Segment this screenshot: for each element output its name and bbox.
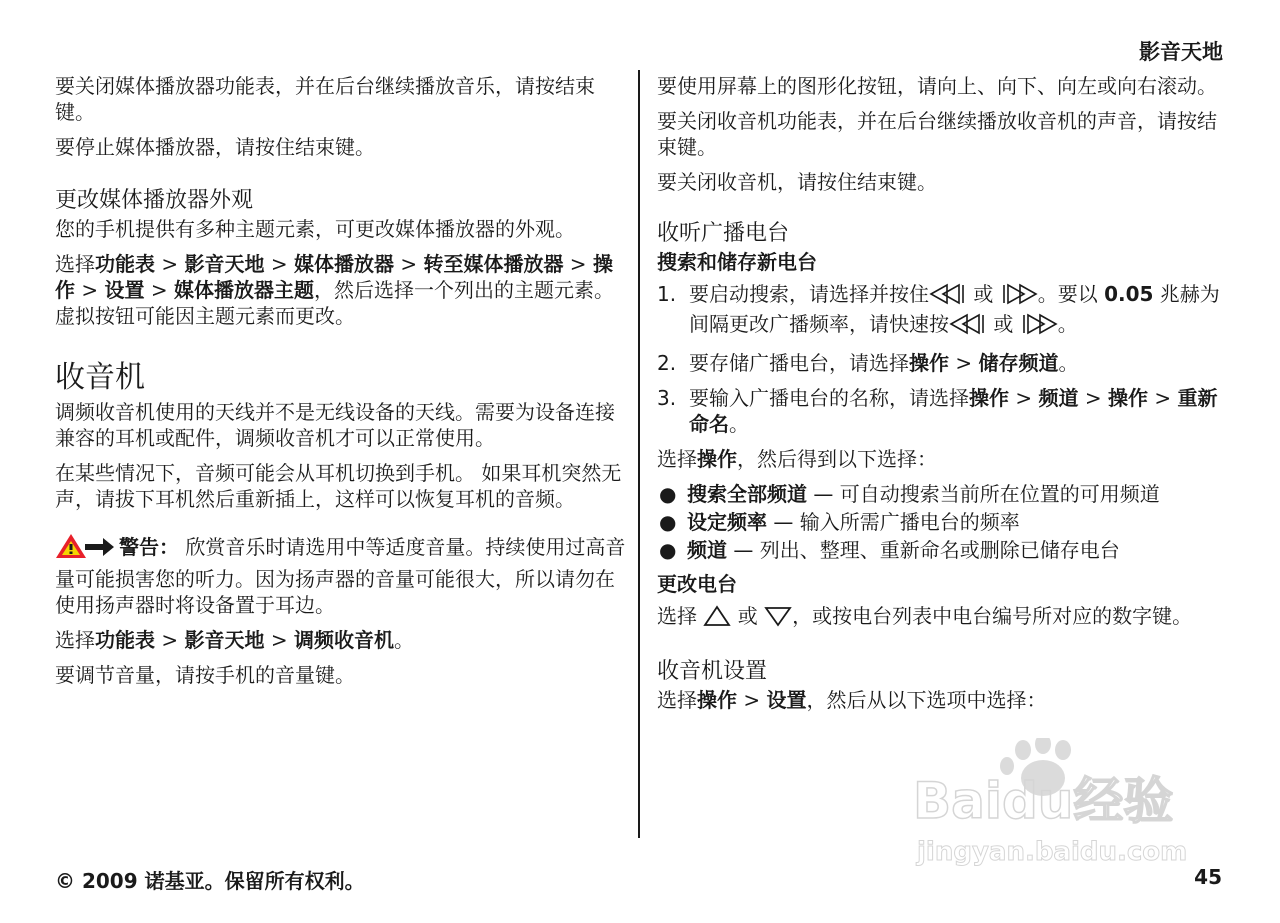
menu-path-paragraph: 选择功能表 > 影音天地 > 媒体播放器 > 转至媒体播放器 > 操作 > 设置 > 媒体播放器主题，然后选择一个列出的主题元素。虚拟按钮可能因主题元素而更改。 xyxy=(55,252,614,328)
menu-item: 操作 xyxy=(909,351,949,375)
paragraph: 选择操作，然后得到以下选择： xyxy=(657,447,937,471)
menu-item: 功能表 xyxy=(95,628,155,652)
warning-icon xyxy=(55,532,115,566)
menu-item: 操作 xyxy=(1107,386,1148,410)
paragraph: 选择 或 ，或按电台列表中电台编号所对应的数字键。 xyxy=(657,603,1227,633)
seek-back-icon xyxy=(949,313,987,341)
menu-item: 媒体播放器 xyxy=(293,252,394,276)
steps-list xyxy=(657,281,1227,437)
arrow-down-icon xyxy=(764,605,792,633)
menu-item: 操作 xyxy=(55,252,613,302)
paragraph: 您的手机提供有多种主题元素，可更改媒体播放器的外观。 xyxy=(55,217,575,241)
paragraph: 要使用屏幕上的图形化按钮，请向上、向下、向左或向右滚动。 xyxy=(657,74,1217,98)
menu-item: 转至媒体播放器 xyxy=(423,252,564,276)
list-item: ● 搜索全部频道 — 可自动搜索当前所在位置的可用频道 xyxy=(659,482,1160,506)
menu-item: 重新命名 xyxy=(689,386,1218,436)
menu-item: 影音天地 xyxy=(184,252,265,276)
copyright: © 2009 诺基亚。保留所有权利。 xyxy=(55,869,365,893)
warning-label: 警告： xyxy=(119,535,179,559)
paragraph: 要关闭收音机功能表，并在后台继续播放收音机的声音，请按结束键。 xyxy=(657,109,1217,159)
heading-change-station: 更改电台 xyxy=(657,572,737,596)
list-item: 2. 要存储广播电台，请选择操作 > 储存频道。 xyxy=(657,351,1079,375)
paragraph: 要调节音量，请按手机的音量键。 xyxy=(55,663,355,687)
list-item: 1. 要启动搜索，请选择并按住 或 。要以 0.05 兆赫为间隔更改广播频率，请快速按 或 。 xyxy=(657,281,1227,341)
heading-radio: 收音机 xyxy=(55,360,145,395)
watermark-url: jingyan.baidu.com xyxy=(917,837,1188,867)
left-column xyxy=(55,73,627,697)
paragraph: 选择操作 > 设置，然后从以下选项中选择： xyxy=(657,688,1047,712)
heading-change-appearance: 更改媒体播放器外观 xyxy=(55,188,254,213)
heading-listen-radio: 收听广播电台 xyxy=(657,221,790,246)
running-header: 影音天地 xyxy=(1139,40,1223,64)
list-item: 3. 要输入广播电台的名称，请选择操作 > 频道 > 操作 > 重新命名。 xyxy=(657,386,1218,436)
watermark-brand: Baidu经验 xyxy=(913,772,1174,830)
menu-item: 频道 xyxy=(1038,386,1079,410)
paragraph: 要关闭媒体播放器功能表，并在后台继续播放音乐，请按结束键。 xyxy=(55,74,595,124)
seek-back-icon xyxy=(929,283,967,311)
menu-item: 操作 xyxy=(697,447,737,471)
right-column xyxy=(657,73,1227,722)
menu-item: 操作 xyxy=(697,688,737,712)
paragraph: 调频收音机使用的天线并不是无线设备的天线。需要为设备连接兼容的耳机或配件，调频收音机才可以正常使用。 xyxy=(55,400,615,450)
menu-path-paragraph: 选择功能表 > 影音天地 > 调频收音机。 xyxy=(55,628,414,652)
menu-item: 调频收音机 xyxy=(293,628,394,652)
options-list xyxy=(657,481,1227,563)
watermark xyxy=(905,738,1205,868)
menu-item: 储存频道 xyxy=(978,351,1059,375)
heading-search-store: 搜索和储存新电台 xyxy=(657,250,817,274)
paragraph: 要停止媒体播放器，请按住结束键。 xyxy=(55,135,375,159)
menu-item: 设置 xyxy=(104,278,145,302)
list-item: ● 频道 — 列出、整理、重新命名或删除已储存电台 xyxy=(659,538,1120,562)
seek-forward-icon xyxy=(1020,313,1058,341)
page-number: 45 xyxy=(1194,865,1222,889)
heading-radio-settings: 收音机设置 xyxy=(657,659,768,684)
arrow-up-icon xyxy=(703,605,731,633)
paragraph: 要关闭收音机，请按住结束键。 xyxy=(657,170,937,194)
column-divider xyxy=(638,70,640,838)
menu-item: 影音天地 xyxy=(184,628,265,652)
menu-item: 媒体播放器主题 xyxy=(173,278,314,302)
seek-forward-icon xyxy=(1000,283,1038,311)
menu-item: 设置 xyxy=(766,688,807,712)
menu-item: 功能表 xyxy=(95,252,155,276)
menu-item: 操作 xyxy=(969,386,1009,410)
paragraph: 在某些情况下，音频可能会从耳机切换到手机。 如果耳机突然无声，请拔下耳机然后重新插上，这样可以恢复耳机的音频。 xyxy=(55,461,622,511)
warning-paragraph: 警告： 欣赏音乐时请选用中等适度音量。持续使用过高音量可能损害您的听力。因为扬声器的音量可能很大，所以请勿在使用扬声器时将设备置于耳边。 xyxy=(55,532,627,618)
list-item: ● 设定频率 — 输入所需广播电台的频率 xyxy=(659,510,1020,534)
